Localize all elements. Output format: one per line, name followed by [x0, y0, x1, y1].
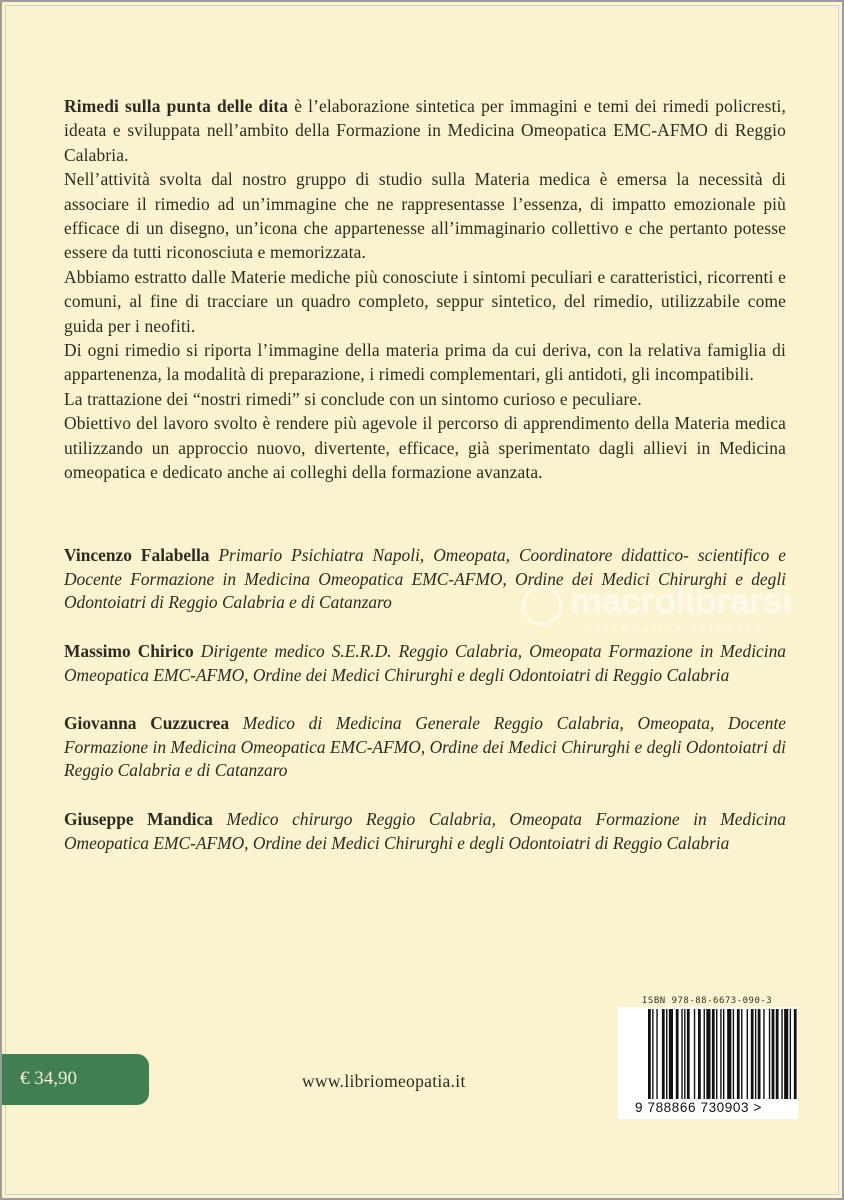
author-name: Giovanna Cuzzucrea [64, 713, 230, 733]
description-block [64, 94, 786, 485]
description-paragraph-2: Nell’attività svolta dal nostro gruppo di studio sulla Materia medica è emersa la necessità di associare il rimedio ad un’immagine che ne rappresentasse l’essenza, di impatto emozionale più efficace di un disegno, un’icona che appartenesse all’immaginario collettivo e che pertanto potesse essere da tutti riconosciuta e memorizzata. [64, 169, 786, 263]
barcode-area [618, 1007, 798, 1119]
price-badge [2, 1054, 149, 1105]
description-paragraph-5: La trattazione dei “nostri rimedi” si conclude con un sintomo curioso e peculiare. [64, 388, 642, 409]
barcode-icon [648, 1009, 798, 1099]
book-title-inline: Rimedi sulla punta delle dita [64, 96, 289, 116]
watermark [522, 580, 822, 644]
barcode-digits: 9 788866 730903 > [635, 1100, 762, 1115]
author-name: Vincenzo Falabella [64, 545, 210, 565]
author-role: Primario Psichiatra Napoli, Omeopata, Coordinatore didattico- scientifico e Docente Formazione in Medicina Omeopatica EMC-AFMO, Ordine dei Medici Chirurghi e degli Odontoiatri di Reggio Calabria e di Catanzaro [64, 545, 786, 612]
isbn-label: ISBN 978-88-6673-090-3 [642, 996, 773, 1006]
author-role: Medico di Medicina Generale Reggio Calabria, Omeopata, Docente Formazione in Medicina Omeopatica EMC-AFMO, Ordine dei Medici Chirurghi e degli Odontoiatri di Reggio Calabria e di Catanzaro [64, 713, 786, 780]
description-paragraph-4: Di ogni rimedio si riporta l’immagine della materia prima da cui deriva, con la relativa famiglia di appartenenza, la modalità di preparazione, i rimedi complementari, gli antidoti, gli incompatibili. [64, 340, 786, 385]
description-paragraph-6: Obiettivo del lavoro svolto è rendere più agevole il percorso di apprendimento della Materia medica utilizzando un approccio nuovo, divertente, efficace, già sperimentato dagli allievi in Medicina omeopatica e dedicato anche ai colleghi della formazione avanzata. [64, 413, 786, 483]
watermark-brand: macrolibrarsi [570, 580, 792, 621]
description-paragraph-3: Abbiamo estratto dalle Materie mediche più conosciute i sintomi peculiari e caratteristici, ricorrenti e comuni, al fine di tracciare un quadro completo, seppur sintetico, del rimedio, utilizzabile come guida per i neofiti. [64, 266, 786, 336]
author-name: Giuseppe Mandica [64, 809, 213, 829]
author-entry [64, 808, 786, 855]
author-name: Massimo Chirico [64, 641, 194, 661]
description-text-1: è l’elaborazione sintetica per immagini e temi dei rimedi policresti, ideata e sviluppata nell’ambito della Formazione in Medicina Omeopatica EMC-AFMO di Reggio Calabria. [64, 96, 786, 165]
author-entry [64, 640, 786, 687]
watermark-tagline: ALTERNATIVA NATURALE [586, 624, 765, 634]
author-role: Medico chirurgo Reggio Calabria, Omeopata Formazione in Medicina Omeopatica EMC-AFMO, Ordine dei Medici Chirurghi e degli Odontoiatri di Reggio Calabria [64, 809, 786, 853]
author-role: Dirigente medico S.E.R.D. Reggio Calabria, Omeopata Formazione in Medicina Omeopatica EMC-AFMO, Ordine dei Medici Chirurghi e degli Odontoiatri di Reggio Calabria [64, 641, 786, 685]
price-label: € 34,90 [20, 1068, 77, 1089]
author-entry [64, 712, 786, 783]
description-paragraph-1 [64, 94, 786, 167]
website-url: www.libriomeopatia.it [302, 1071, 466, 1091]
watermark-logo-icon [522, 586, 562, 626]
